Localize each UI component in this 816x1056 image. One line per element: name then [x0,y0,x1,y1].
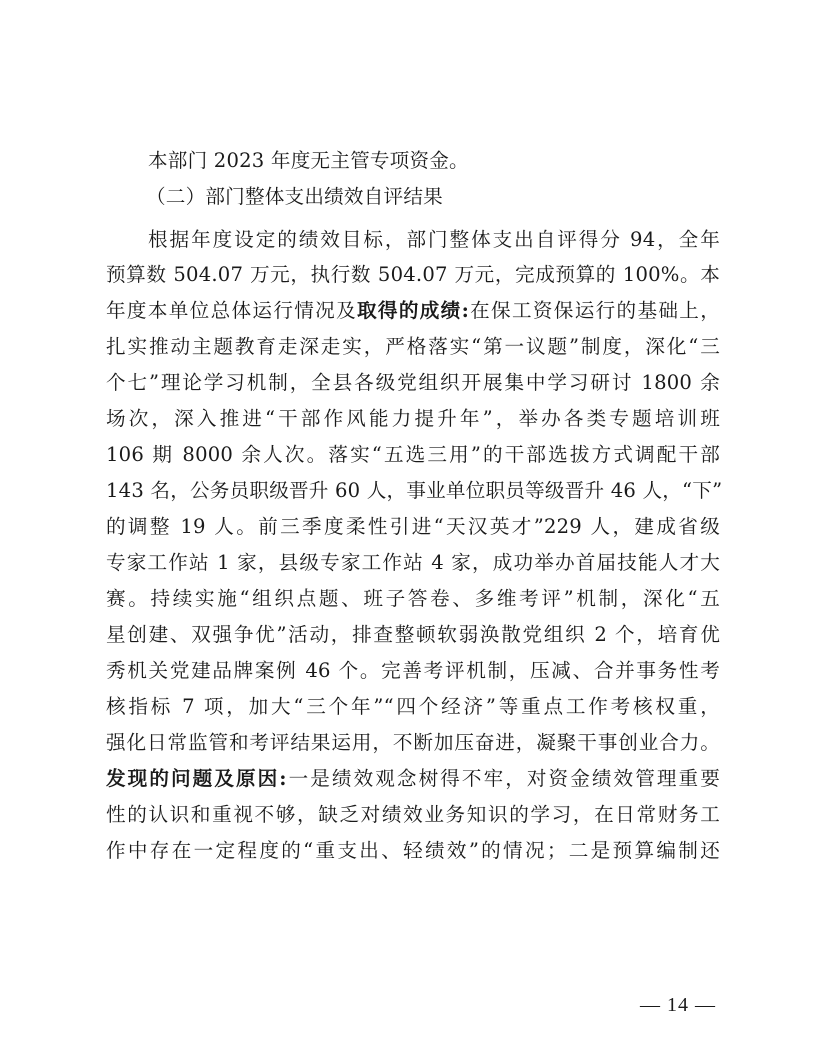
paragraph-line [106,300,720,322]
paragraph-line: 106 期 8000 余人次。落实“五选三用”的干部选拔方式调配干部 [106,443,720,466]
paragraph-line [106,768,720,790]
bold-label: 取得的成绩: [357,299,470,322]
paragraph-line: 143 名，公务员职级晋升 60 人，事业单位职员等级晋升 46 人，“下” [106,479,723,502]
paragraph-line: 个七”理论学习机制，全县各级党组织开展集中学习研讨 1800 余 [106,371,720,394]
paragraph-line: 场次，深入推进“干部作风能力提升年”，举办各类专题培训班 [106,407,720,430]
paragraph-line: 强化日常监管和考评结果运用，不断加压奋进，凝聚干事创业合力。 [106,731,720,754]
paragraph-line: 赛。持续实施“组织点题、班子答卷、多维考评”机制，深化“五 [106,587,720,610]
paragraph-line: 核指标 7 项，加大“三个年”“四个经济”等重点工作考核权重， [106,695,720,718]
line-text: 一是绩效观念树得不牢，对资金绩效管理重要 [286,767,720,790]
page-number: — 14 — [640,994,716,1016]
paragraph-line: 扎实推动主题教育走深走实，严格落实“第一议题”制度，深化“三 [106,335,720,358]
paragraph-line: 的调整 19 人。前三季度柔性引进“天汉英才”229 人，建成省级 [106,515,720,538]
paragraph-line: 星创建、双强争优”活动，排查整顿软弱涣散党组织 2 个，培育优 [106,623,720,646]
bold-label: 发现的问题及原因: [106,767,287,790]
line-text: 年度本单位总体运行情况及 [106,299,357,322]
paragraph-line: 预算数 504.07 万元，执行数 504.07 万元，完成预算的 100%。本 [106,263,720,286]
paragraph-line: 作中存在一定程度的“重支出、轻绩效”的情况；二是预算编制还 [106,839,720,862]
paragraph-line: 专家工作站 1 家，县级专家工作站 4 家，成功举办首届技能人才大 [106,551,720,574]
section-heading: （二）部门整体支出绩效自评结果 [146,185,443,208]
paragraph-line: 性的认识和重视不够，缺乏对绩效业务知识的学习，在日常财务工 [106,803,720,826]
paragraph-line: 根据年度设定的绩效目标，部门整体支出自评得分 94，全年 [148,228,720,251]
paragraph-line: 秀机关党建品牌案例 46 个。完善考评机制，压减、合并事务性考 [106,659,720,682]
paragraph-line: 本部门 2023 年度无主管专项资金。 [148,149,469,172]
line-text: 在保工资保运行的基础上， [469,299,721,322]
